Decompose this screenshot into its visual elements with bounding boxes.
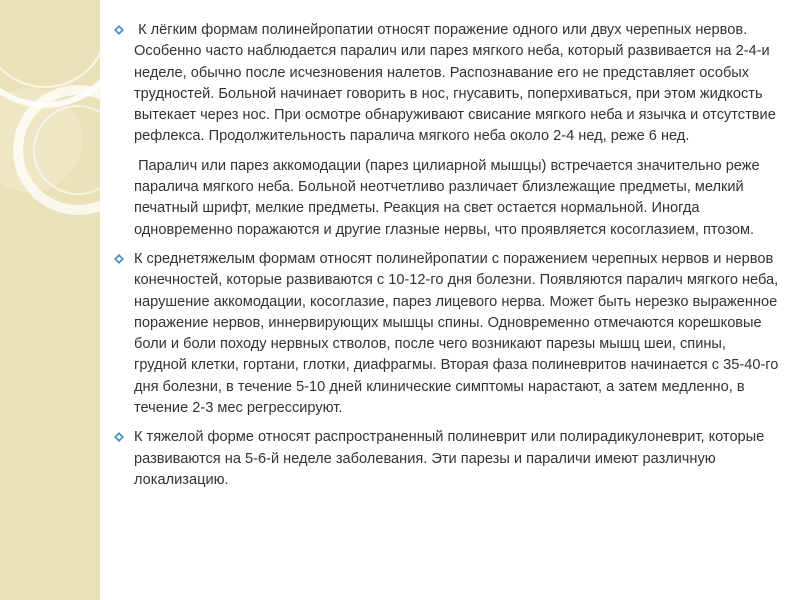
- paragraph-text: Паралич или парез аккомодации (парез цилиарной мышцы) встречается значительно реже паралича мягкого неба. Больной неотчетливо различает близлежащие предметы, мелкий печатный шрифт, мелкие предметы. Реакция на свет остается нормальной. Иногда одновременно поражаются и другие глазные нервы, что проявляется косоглазием, птозом.: [134, 157, 764, 238]
- bullet-paragraph-2: [108, 249, 783, 419]
- bullet-diamond-icon: [114, 25, 124, 35]
- decorative-side-panel: [0, 0, 100, 600]
- bullet-paragraph-1: [108, 20, 780, 148]
- paragraph-text: К тяжелой форме относят распространенный полиневрит или полирадикулоневрит, которые развиваются на 5-6-й неделе заболевания. Эти парезы и параличи имеют различную локализацию.: [134, 429, 769, 488]
- decorative-circles-icon: [0, 0, 100, 600]
- bullet-diamond-icon: [114, 254, 124, 264]
- bullet-diamond-icon: [114, 432, 124, 442]
- continuation-paragraph: [134, 156, 780, 241]
- bullet-paragraph-3: [108, 427, 780, 491]
- slide-content: [108, 20, 783, 499]
- paragraph-text: К лёгким формам полинейропатии относят поражение одного или двух черепных нервов. Особенно часто наблюдается паралич или парез мягкого неба, который развивается на 2-4-и неделе, обычно после исчезновения налетов. Распознавание его не представляет особых трудностей. Больной начинает говорить в нос, гнусавить, поперхиваться, при этом жидкость вытекает через нос. При осмотре обнаруживают свисание мягкого неба и язычка и отсутствие рефлекса. Продолжительность паралича мягкого неба около 2-4 нед, реже 6 нед.: [134, 22, 780, 145]
- paragraph-text: К среднетяжелым формам относят полинейропатии с поражением черепных нервов и нервов конечностей, которые развиваются с 10-12-го дня болезни. Появляются паралич мягкого неба, нарушение аккомодации, косоглазие, парез лицевого нерва. Может быть нерезко выраженное поражение нервов, иннервирующих мышцы спины. Одновременно отмечаются корешковые боли и боли походу нервных стволов, после чего возникают парезы мышц шеи, спины, грудной клетки, гортани, глотки, диафрагмы. Вторая фаза полиневритов начинается с 35-40-го дня болезни, в течение 5-10 дней клинические симптомы нарастают, а затем медленно, в течение 2-3 мес регрессируют.: [134, 250, 783, 417]
